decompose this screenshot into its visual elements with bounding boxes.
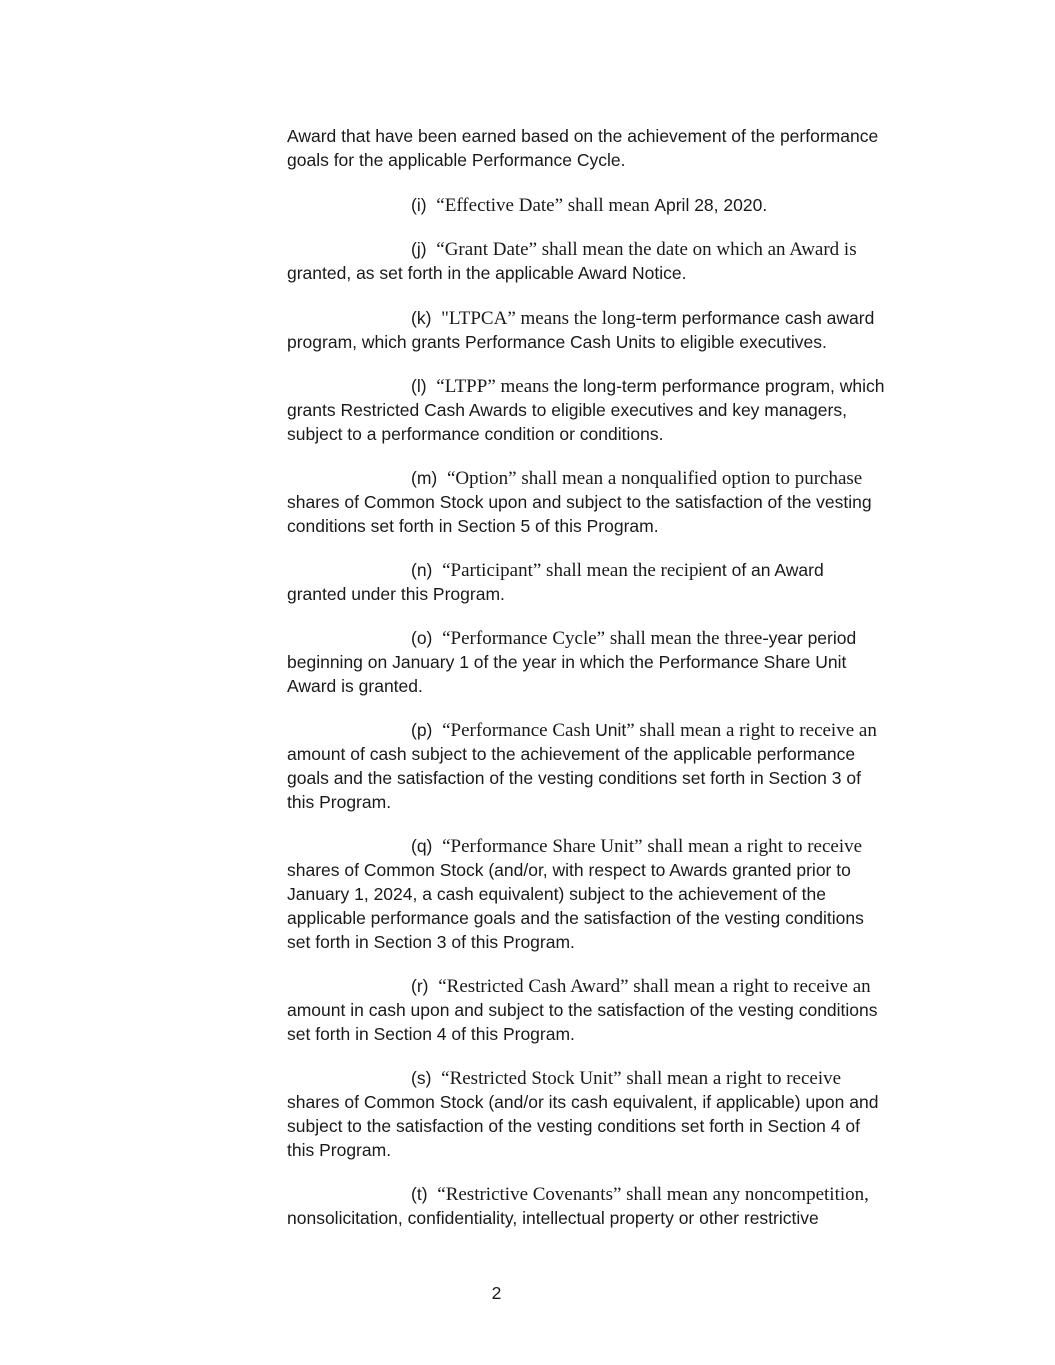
definition-text: April 28, 2020. [654,195,768,215]
paragraph-line: conditions set forth in Section 5 of this Program. [287,516,659,536]
paragraph-line: goals and the satisfaction of the vesting conditions set forth in Section 3 of [287,768,861,788]
definition-label: (j) [411,239,427,259]
definition-text: “Performance Share Unit” shall mean a right to receive [442,836,863,857]
paragraph-line: beginning on January 1 of the year in which the Performance Share Unit [287,652,847,672]
definition-text: the long-term performance program, which [553,376,885,396]
definition-text: "LTPCA” means the long- [441,308,642,329]
definition-text: ient of an Award [698,560,824,580]
definition-label: (l) [411,376,427,396]
paragraph-line: amount of cash subject to the achievement of the applicable performance [287,744,856,764]
definition-label: (q) [411,836,433,856]
definition-label: (n) [411,560,433,580]
definition-grant-date [287,237,937,285]
definition-restricted-cash-award [287,974,937,1046]
definition-label: (p) [411,720,433,740]
definition-restricted-stock-unit [287,1066,937,1162]
paragraph-line: granted, as set forth in the applicable Award Notice. [287,263,687,283]
definition-performance-cycle [287,626,937,698]
paragraph-line: Award is granted. [287,676,423,696]
paragraph-line: set forth in Section 3 of this Program. [287,932,575,952]
definition-label: (m) [411,468,438,488]
definition-text: “Effective Date” shall mean [436,195,655,216]
definition-label: (k) [411,308,432,328]
paragraph-line: amount in cash upon and subject to the satisfaction of the vesting conditions [287,1000,878,1020]
definition-text: “Performance Cycle” shall mean the three- [442,628,769,649]
paragraph-line: shares of Common Stock upon and subject to the satisfaction of the vesting [287,492,872,512]
paragraph-line: shares of Common Stock (and/or, with respect to Awards granted prior to [287,860,851,880]
paragraph-line: this Program. [287,1140,392,1160]
definition-text: ” shall mean a right to receive an [626,720,877,741]
definition-performance-share-unit [287,834,937,954]
definition-ltpp [287,374,937,446]
paragraph-line: Award that have been earned based on the achievement of the performance [287,126,879,146]
page-number: 2 [491,1283,502,1303]
paragraph-line: subject to the satisfaction of the vesting conditions set forth in Section 4 of [287,1116,860,1136]
definition-text: “Participant” shall mean the recip [442,560,699,581]
definition-option [287,466,937,538]
definition-text: “Restrictive Covenants” shall mean any noncompetition, [437,1184,869,1205]
definition-performance-cash-unit [287,718,937,814]
definition-text: “Restricted Cash Award” shall mean a right to receive an [438,976,871,997]
paragraph-line: grants Restricted Cash Awards to eligible executives and key managers, [287,400,847,420]
paragraph-line: granted under this Program. [287,584,505,604]
definition-label: (s) [411,1068,432,1088]
definition-text: “Restricted Stock Unit” shall mean a right to receive [441,1068,842,1089]
definition-label: (t) [411,1184,428,1204]
definition-text: term performance cash award [641,308,875,328]
paragraph-line: shares of Common Stock (and/or its cash equivalent, if applicable) upon and [287,1092,879,1112]
definition-restrictive-covenants [287,1182,937,1230]
paragraph-line: applicable performance goals and the satisfaction of the vesting conditions [287,908,864,928]
definition-text: “LTPP” means [436,376,554,397]
definition-participant [287,558,937,606]
definition-label: (o) [411,628,433,648]
definition-text: year period [768,628,857,648]
definition-ltpca [287,306,937,354]
paragraph-line: goals for the applicable Performance Cycle. [287,150,626,170]
definition-label: (r) [411,976,429,996]
paragraph-line: program, which grants Performance Cash Units to eligible executives. [287,332,827,352]
definition-label: (i) [411,195,427,215]
paragraph-line: nonsolicitation, confidentiality, intellectual property or other restrictive [287,1208,819,1228]
paragraph-line: subject to a performance condition or conditions. [287,424,664,444]
definition-text: “Option” shall mean a nonqualified option to purchase [446,468,863,489]
definition-text: Unit [595,720,627,740]
continuation-paragraph [287,124,937,172]
definition-effective-date [287,193,937,217]
paragraph-line: set forth in Section 4 of this Program. [287,1024,575,1044]
paragraph-line: January 1, 2024, a cash equivalent) subject to the achievement of the [287,884,826,904]
definition-text: “Performance Cash [442,720,596,741]
paragraph-line: this Program. [287,792,392,812]
definition-text: “Grant Date” shall mean the date on which an Award is [436,239,857,260]
